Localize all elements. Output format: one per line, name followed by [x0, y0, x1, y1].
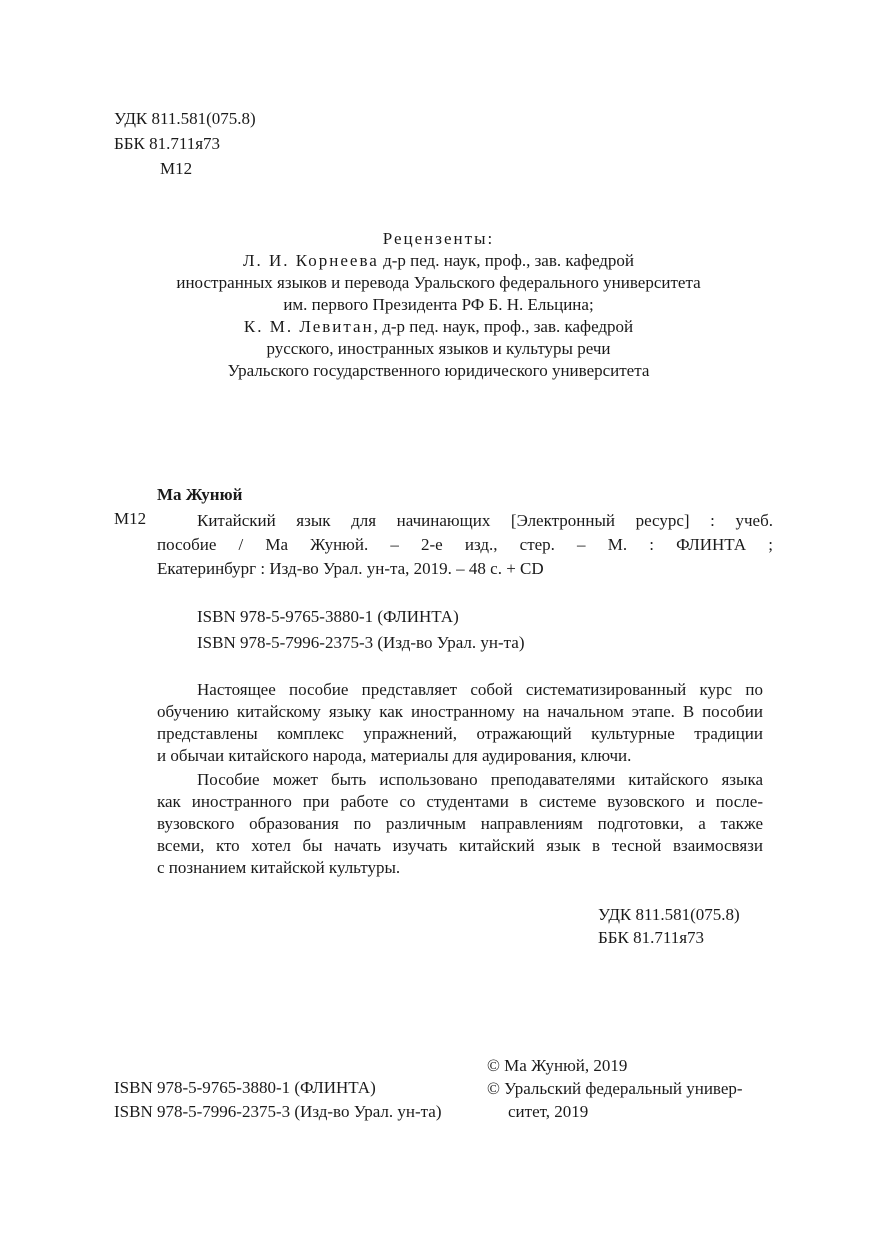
copyright-university-line-2: ситет, 2019 — [508, 1102, 589, 1121]
bottom-bbk-code: ББК 81.711я73 — [598, 928, 705, 947]
reviewer-1-line-3: им. первого Президента РФ Б. Н. Ельцина; — [283, 295, 594, 314]
annotation-p2-line-2: как иностранного при работе со студентами в системе вузовского и после- — [157, 792, 763, 811]
reviewer-1-line-1 — [0, 250, 877, 272]
record-line-3: Екатеринбург : Изд-во Урал. ун-та, 2019. – 48 с. + CD — [157, 559, 544, 578]
reviewer-2-line-1 — [0, 316, 877, 338]
reviewer-2-line-3: Уральского государственного юридического университета — [227, 361, 650, 380]
reviewer-1-line-2: иностранных языков и перевода Уральского федерального университета — [176, 273, 701, 292]
annotation-p2-line-5: с познанием китайской культуры. — [157, 858, 401, 877]
record-isbn-2: ISBN 978-5-7996-2375-3 (Изд-во Урал. ун-та) — [197, 633, 525, 652]
bbk-code: ББК 81.711я73 — [114, 134, 221, 153]
annotation-p1-line-3: представлены комплекс упражнений, отражающий культурные традиции — [157, 724, 763, 743]
footer-isbn-1: ISBN 978-5-9765-3880-1 (ФЛИНТА) — [114, 1078, 376, 1097]
reviewers-heading: Рецензенты: — [382, 229, 495, 248]
record-line-1: Китайский язык для начинающих [Электронный ресурс] : учеб. — [197, 511, 773, 530]
author-mark: М12 — [160, 159, 193, 178]
reviewer-2-name: К. М. Левитан — [243, 317, 374, 336]
annotation-p1-line-2: обучению китайскому языку как иностранному на начальном этапе. В пособии — [157, 702, 763, 721]
record-isbn-1: ISBN 978-5-9765-3880-1 (ФЛИНТА) — [197, 607, 459, 626]
reviewer-2-line-2: русского, иностранных языков и культуры речи — [266, 339, 611, 358]
record-line-2: пособие / Ма Жунюй. – 2-е изд., стер. – М. : ФЛИНТА ; — [157, 535, 773, 554]
record-author: Ма Жунюй — [157, 485, 243, 504]
udk-code: УДК 811.581(075.8) — [114, 109, 256, 128]
annotation-p1-line-4: и обычаи китайского народа, материалы для аудирования, ключи. — [157, 746, 632, 765]
reviewer-1-title: д-р пед. наук, проф., зав. кафедрой — [378, 251, 635, 270]
reviewers-block — [0, 228, 877, 382]
copyright-university-line-1: © Уральский федеральный универ- — [487, 1079, 743, 1098]
annotation-p2-line-4: всеми, кто хотел бы начать изучать китайский язык в тесной взаимосвязи — [157, 836, 763, 855]
copyright-author: © Ма Жунюй, 2019 — [487, 1056, 628, 1075]
annotation-p2-line-3: вузовского образования по различным направлениям подготовки, а также — [157, 814, 763, 833]
footer-isbn-2: ISBN 978-5-7996-2375-3 (Изд-во Урал. ун-та) — [114, 1102, 442, 1121]
reviewer-2-title: , д-р пед. наук, проф., зав. кафедрой — [373, 317, 634, 336]
reviewer-1-name: Л. И. Корнеева — [242, 251, 379, 270]
record-mark: М12 — [114, 509, 147, 528]
annotation-p2-line-1: Пособие может быть использовано преподавателями китайского языка — [197, 770, 763, 789]
bottom-udk-code: УДК 811.581(075.8) — [598, 905, 740, 924]
annotation-p1-line-1: Настоящее пособие представляет собой систематизированный курс по — [197, 680, 763, 699]
